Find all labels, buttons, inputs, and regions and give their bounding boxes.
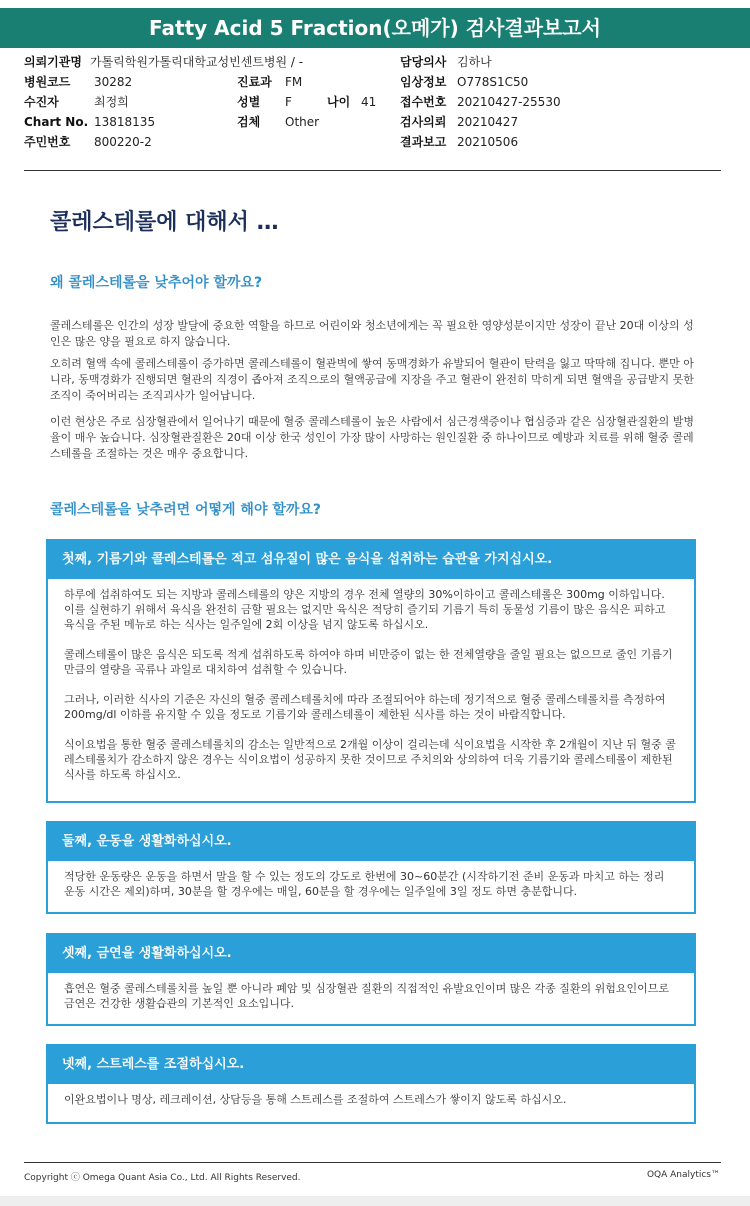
why-paragraph-1: 콜레스테롤은 인간의 성장 발달에 중요한 역할을 하므로 어린이와 청소년에게는 꼭 필요한 영양성분이지만 성장이 끝난 20대 이상의 성인은 많은 양을 필요로 하지 않습니다. [50, 319, 694, 348]
tip-paragraph: 이완요법이나 명상, 레크레이션, 상담등을 통해 스트레스를 조절하여 스트레스가 쌓이지 않도록 하십시오. [64, 1093, 567, 1106]
tip-card-title: 셋째, 금연을 생활화하십시오. [48, 935, 694, 973]
age-value: 41 [361, 95, 377, 109]
tip-paragraph: 콜레스테롤이 많은 음식은 되도록 적게 섭취하도록 하여야 하며 비만증이 없는 한 전체열량을 줄일 필요는 없으므로 줄인 기름기만큼의 열량을 곡류나 과일로 대치하여 섭취할 수 있습니다. [64, 648, 673, 676]
tip-paragraph: 적당한 운동량은 운동을 하면서 말을 할 수 있는 정도의 강도로 한번에 30~60분간 (시작하기전 준비 운동과 마치고 하는 정리 운동 시간은 제외)하며, 30분을 할 경우에는 매일, 60분을 할 경우에는 일주일에 3일 정도 하면 충분합니다. [64, 870, 665, 898]
copyright-text: Copyright ⓒ Omega Quant Asia Co., Ltd. All Rights Reserved. [24, 1173, 301, 1183]
info-right [400, 52, 561, 152]
tip-card-title: 넷째, 스트레스를 조절하십시오. [48, 1046, 694, 1084]
tip-paragraph: 하루에 섭취하여도 되는 지방과 콜레스테롤의 양은 지방의 경우 전체 열량의 30%이하이고 콜레스테롤은 300mg 이하입니다. 이를 실현하기 위해서 육식을 완전히 금할 필요는 없지만 육식은 적당히 즐기되 기름기 특히 동물성 기름이 많은 음식은 피하고 육식을 주된 메뉴로 하는 식사는 일주일에 2회 이상을 넘지 않도록 하십시오. [64, 588, 666, 631]
patient-value: 최정희 [94, 95, 129, 109]
footer-divider [24, 1162, 721, 1163]
header-divider [24, 170, 721, 171]
tip-card-title: 첫째, 기름기와 콜레스테롤은 적고 섬유질이 많은 음식을 섭취하는 습관을 가지십시오. [48, 541, 694, 579]
request-label: 검사의뢰 [400, 115, 447, 129]
dept-label: 진료과 [237, 75, 272, 89]
main-title: 콜레스테롤에 대해서 … [50, 210, 279, 235]
question-how: 콜레스테롤을 낮추려면 어떻게 해야 할까요? [50, 502, 322, 518]
doctor-value: 김하나 [457, 55, 492, 69]
question-why: 왜 콜레스테롤을 낮추어야 할까요? [50, 275, 263, 291]
tip-paragraph: 흡연은 혈중 콜레스테롤치를 높일 뿐 아니라 폐암 및 심장혈관 질환의 직접적인 유발요인이며 많은 각종 질환의 위험요인이므로 금연은 건강한 생활습관의 기본적인 요소입니다. [64, 982, 669, 1010]
tip-card-exercise [46, 821, 696, 914]
sex-value: F [285, 95, 292, 109]
patient-label: 수진자 [24, 95, 59, 109]
ssn-value: 800220-2 [94, 135, 152, 149]
doctor-label: 담당의사 [400, 55, 447, 69]
specimen-label: 검체 [237, 115, 261, 129]
tip-card-diet [46, 539, 696, 803]
chart-label: Chart No. [24, 115, 89, 129]
tip-paragraph: 식이요법을 통한 혈중 콜레스테롤치의 감소는 일반적으로 2개월 이상이 걸리는데 식이요법을 시작한 후 2개월이 지난 뒤 혈중 콜레스테롤치가 감소하지 않은 경우는 식이요법이 성공하지 못한 것이므로 주치의와 상의하여 더욱 기름기와 콜레스테롤이 제한된 식사를 하도록 하십시오. [64, 738, 676, 781]
bottom-bar [0, 1196, 750, 1206]
result-value: 20210506 [457, 135, 519, 149]
result-label: 결과보고 [400, 135, 447, 149]
tip-paragraph: 그러나, 이러한 식사의 기준은 자신의 혈중 콜레스테롤치에 따라 조절되어야 하는데 정기적으로 혈중 콜레스테롤치를 측정하여 200mg/dl 이하를 유지할 수 있을 정도로 기름기와 콜레스테롤이 제한된 식사를 하는 것이 바람직합니다. [64, 693, 666, 721]
chart-value: 13818135 [94, 115, 156, 129]
sex-label: 성별 [237, 95, 261, 109]
clinical-label: 임상정보 [400, 75, 447, 89]
request-value: 20210427 [457, 115, 519, 129]
why-paragraph-3: 이런 현상은 주로 심장혈관에서 일어나기 때문에 혈중 콜레스테롤이 높은 사람에서 심근경색증이나 협심증과 같은 심장혈관질환의 발병율이 매우 높습니다. 심장혈관질환은 20대 이상 한국 성인이 가장 많이 사망하는 원인질환 중 하나이므로 예방과 치료를 위해 혈중 콜레스테롤을 조절하는 것은 매우 중요합니다. [50, 415, 695, 460]
brand-text: OQA Analytics™ [646, 1170, 720, 1180]
ssn-label: 주민번호 [24, 135, 71, 149]
institution-value: 가톨릭학원가톨릭대학교성빈센트병원 / - [90, 55, 304, 69]
age-label: 나이 [327, 95, 351, 109]
institution-label: 의뢰기관명 [24, 55, 82, 69]
clinical-value: O778S1C50 [457, 75, 529, 89]
hospital-code-label: 병원코드 [24, 75, 71, 89]
hospital-code-value: 30282 [94, 75, 133, 89]
receipt-label: 접수번호 [400, 95, 447, 109]
receipt-value: 20210427-25530 [457, 95, 561, 109]
tip-card-smoking [46, 933, 696, 1026]
tip-card-stress [46, 1044, 696, 1124]
info-middle [237, 72, 376, 132]
tip-card-title: 둘째, 운동을 생활화하십시오. [48, 823, 694, 861]
why-paragraph-2: 오히려 혈액 속에 콜레스테롤이 증가하면 콜레스테롤이 혈관벽에 쌓여 동맥경화가 유발되어 혈관이 탄력을 잃고 딱딱해 집니다. 뿐만 아니라, 동맥경화가 진행되면 혈관의 직경이 좁아져 조직으로의 혈액공급에 지장을 주고 혈관이 완전히 막히게 되면 혈액을 공급받지 못한 조직이 죽어버리는 조직괴사가 일어납니다. [50, 357, 694, 402]
specimen-value: Other [285, 115, 320, 129]
report-title: Fatty Acid 5 Fraction(오메가) 검사결과보고서 [0, 8, 750, 48]
dept-value: FM [285, 75, 303, 89]
